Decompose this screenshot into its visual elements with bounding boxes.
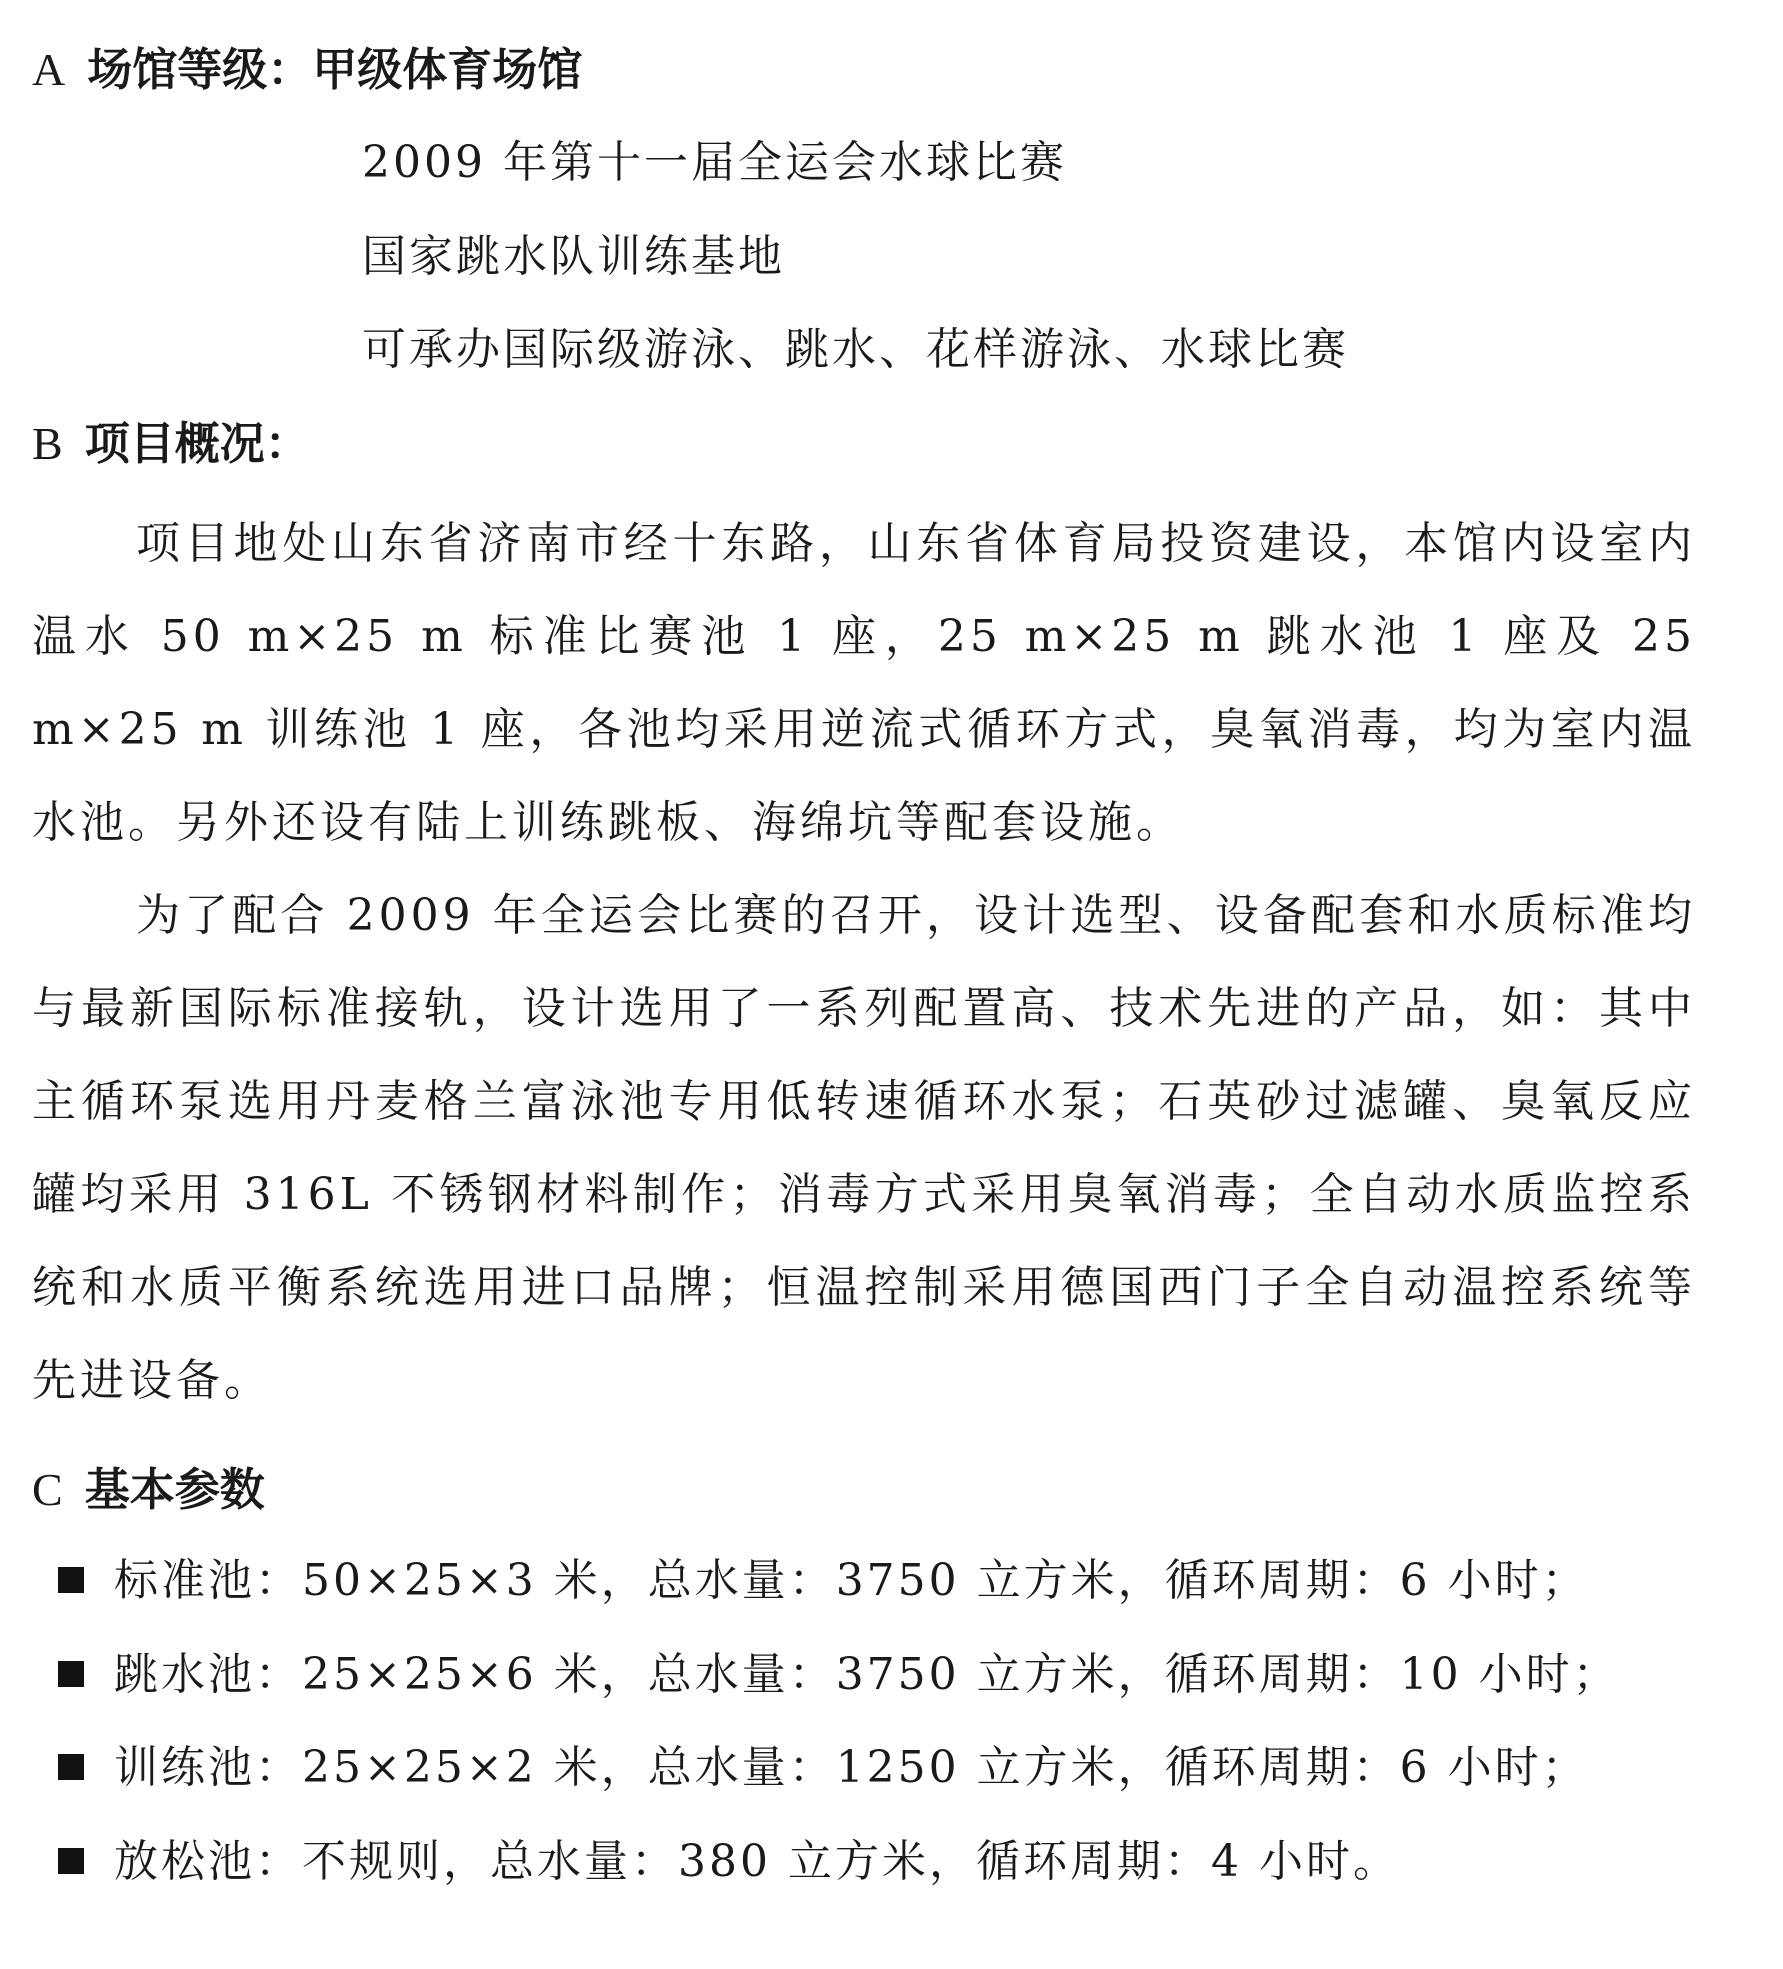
section-c-letter: C — [32, 1464, 63, 1515]
parameter-text: 放松池：不规则，总水量：380 立方米，循环周期：4 小时。 — [114, 1836, 1400, 1887]
bullet-square-icon — [58, 1754, 84, 1780]
section-b-title: 项目概况： — [84, 417, 310, 470]
parameter-text: 标准池：50×25×3 米，总水量：3750 立方米，循环周期：6 小时； — [114, 1555, 1589, 1606]
section-b-paragraph: 为了配合 2009 年全运会比赛的召开，设计选型、设备配套和水质标准均与最新国际标准接轨，设计选用了一系列配置高、技术先进的产品，如：其中主循环泵选用丹麦格兰富泳池专用低转速循环水泵；石英砂过滤罐、臭氧反应罐均采用 316L 不锈钢材料制作；消毒方式采用臭氧消毒；全自动水质监控系统和水质平衡系统选用进口品牌；恒温控制采用德国西门子全自动温控系统等先进设备。 — [32, 890, 1696, 1406]
section-c-title: 基本参数 — [84, 1463, 265, 1516]
section-b-paragraph: 项目地处山东省济南市经十东路，山东省体育局投资建设，本馆内设室内温水 50 m×25 m 标准比赛池 1 座，25 m×25 m 跳水池 1 座及 25 m×25 m 训练池 1 座，各池均采用逆流式循环方式，臭氧消毒，均为室内温水池。另外还设有陆上训练跳板、海绵坑等配套设施。 — [32, 518, 1696, 848]
bullet-square-icon — [58, 1567, 84, 1593]
section-b-heading — [32, 414, 310, 474]
section-a-heading — [32, 40, 582, 100]
parameter-list-item — [58, 1645, 1620, 1705]
section-a-letter: A — [32, 44, 66, 95]
parameter-text: 训练池：25×25×2 米，总水量：1250 立方米，循环周期：6 小时； — [114, 1742, 1589, 1793]
section-a-line: 2009 年第十一届全运会水球比赛 — [362, 137, 1067, 188]
section-c-heading — [32, 1460, 265, 1520]
parameter-text: 跳水池：25×25×6 米，总水量：3750 立方米，循环周期：10 小时； — [114, 1649, 1620, 1700]
parameter-list-item — [58, 1832, 1400, 1892]
parameter-list-item — [58, 1551, 1589, 1611]
section-a-line: 国家跳水队训练基地 — [362, 231, 785, 282]
bullet-square-icon — [58, 1848, 84, 1874]
section-a-title: 场馆等级：甲级体育场馆 — [87, 43, 583, 96]
section-a-line: 可承办国际级游泳、跳水、花样游泳、水球比赛 — [362, 324, 1349, 375]
section-b-letter: B — [32, 418, 63, 469]
bullet-square-icon — [58, 1661, 84, 1687]
parameter-list-item — [58, 1738, 1589, 1798]
